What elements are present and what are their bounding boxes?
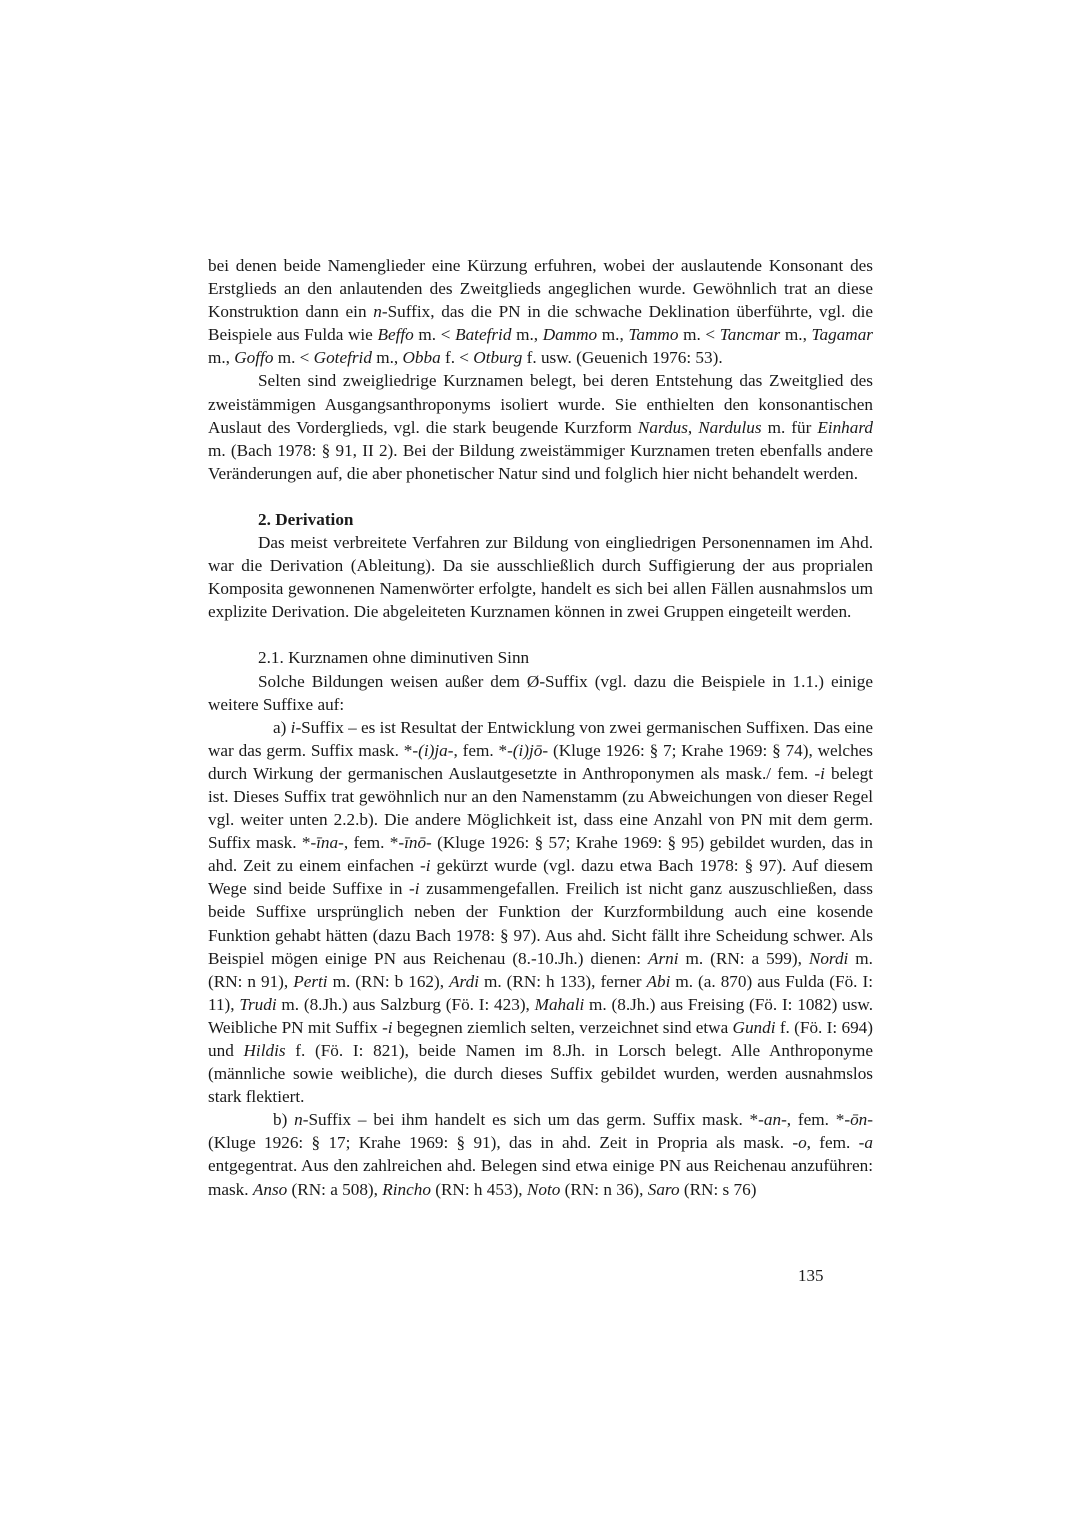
paragraph-zweigliedrige-kurznamen: Selten sind zweigliedrige Kurznamen belegt, bei deren Entstehung das Zweitglied des zweistämmigen Ausgangsanthroponyms isoliert wurde. Sie enthielten den konsonantischen Auslaut des Vorderglieds, vgl. die stark beugende Kurzform Nardus, Nardulus m. für Einhard m. (Bach 1978: § 91, II 2). Bei der Bildung zweistämmiger Kurznamen treten ebenfalls andere Veränderungen auf, die aber phonetischer Natur sind und folglich hier nicht behandelt werden.	[208, 371, 874, 483]
section-heading: 2. Derivation	[258, 509, 354, 529]
item-a-i-suffix: a) i-Suffix – es ist Resultat der Entwicklung von zwei germanischen Suffixen. Das eine war das germ. Suffix mask. *-(i)ja-, fem. *-(i)jō- (Kluge 1926: § 7; Krahe 1969: § 74), welches durch Wirkung der germanischen Auslautgesetzte in Anthroponymen als mask./ fem. -i belegt ist. Dieses Suffix trat gewöhnlich nur an den Namenstamm (zu Abweichungen von dieser Regel vgl. weiter unten 2.2.b). Die andere Möglichkeit ist, dass eine Anzahl von PN mit dem germ. Suffix mask. *-īna-, fem. *-īnō- (Kluge 1926: § 57; Krahe 1969: § 95) gebildet wurden, das in ahd. Zeit zu einem einfachen -i gekürzt wurde (vgl. dazu etwa Bach 1978: § 97). Auf diesem Wege sind beide Suffixe in -i zusammengefallen. Freilich ist nicht ganz auszuschließen, dass beide Suffixe ursprünglich neben der Funktion der Kurzformbildung auch eine kosende Funktion gehabt hätten (dazu Bach 1978: § 97). Aus ahd. Sicht fällt ihre Scheidung schwer. Als Beispiel mögen einige PN aus Reichenau (8.-10.Jh.) dienen: Arni m. (RN: a 599), Nordi m. (RN: n 91), Perti m. (RN: b 162), Ardi m. (RN: h 133), ferner Abi m. (a. 870) aus Fulda (Fö. I: 11), Trudi m. (8.Jh.) aus Salzburg (Fö. I: 423), Mahali m. (8.Jh.) aus Freising (Fö. I: 1082) usw. Weibliche PN mit Suffix -i begegnen ziemlich selten, verzeichnet sind etwa Gundi f. (Fö. I: 694) und Hildis f. (Fö. I: 821), beide Namen im 8.Jh. in Lorsch belegt. Alle Anthroponyme (männliche sowie weibliche), die durch dieses Suffix gebildet wurden, werden ausnahmslos stark flektiert.	[208, 717, 874, 1107]
item-b-n-suffix: b) n-Suffix – bei ihm handelt es sich um das germ. Suffix mask. *-an-, fem. *-ōn- (Kluge 1926: § 17; Krahe 1969: § 91), das in ahd. Zeit in Propria als mask. -o, fem. -a entgegentrat. Aus den zahlreichen ahd. Belegen sind etwa einige PN aus Reichenau anzuführen: mask. Anso (RN: a 508), Rincho (RN: h 453), Noto (RN: n 36), Saro (RN: s 76)	[208, 1110, 873, 1199]
subsection-heading: 2.1. Kurznamen ohne diminutiven Sinn	[258, 648, 530, 668]
subsection-paragraph: Solche Bildungen weisen außer dem Ø-Suffix (vgl. dazu die Beispiele in 1.1.) einige weitere Suffixe auf:	[208, 671, 873, 714]
body-text	[208, 254, 873, 1201]
derivation-paragraph: Das meist verbreitete Verfahren zur Bildung von eingliedrigen Personennamen im Ahd. war die Derivation (Ableitung). Da sie ausschließlich durch Suffigierung der aus proprialen Komposita gewonnenen Namenwörter erfolgte, handelt es sich bei allen Fällen ausnahmslos um explizite Derivation. Die abgeleiteten Kurznamen können in zwei Gruppen eingeteilt werden.	[208, 533, 873, 622]
intro-paragraph: bei denen beide Namenglieder eine Kürzung erfuhren, wobei der auslautende Konsonant des Erstglieds an den anlautenden des Zweitglieds angeglichen wurde. Gewöhnlich trat an diese Konstruktion dann ein n-Suffix, das die PN in die schwache Deklination überführte, vgl. die Beispiele aus Fulda wie Beffo m. < Batefrid m., Dammo m., Tammo m. < Tancmar m., Tagamar m., Goffo m. < Gotefrid m., Obba f. < Otburg f. usw. (Geuenich 1976: 53).	[208, 256, 873, 368]
page-number: 135	[798, 1266, 824, 1285]
